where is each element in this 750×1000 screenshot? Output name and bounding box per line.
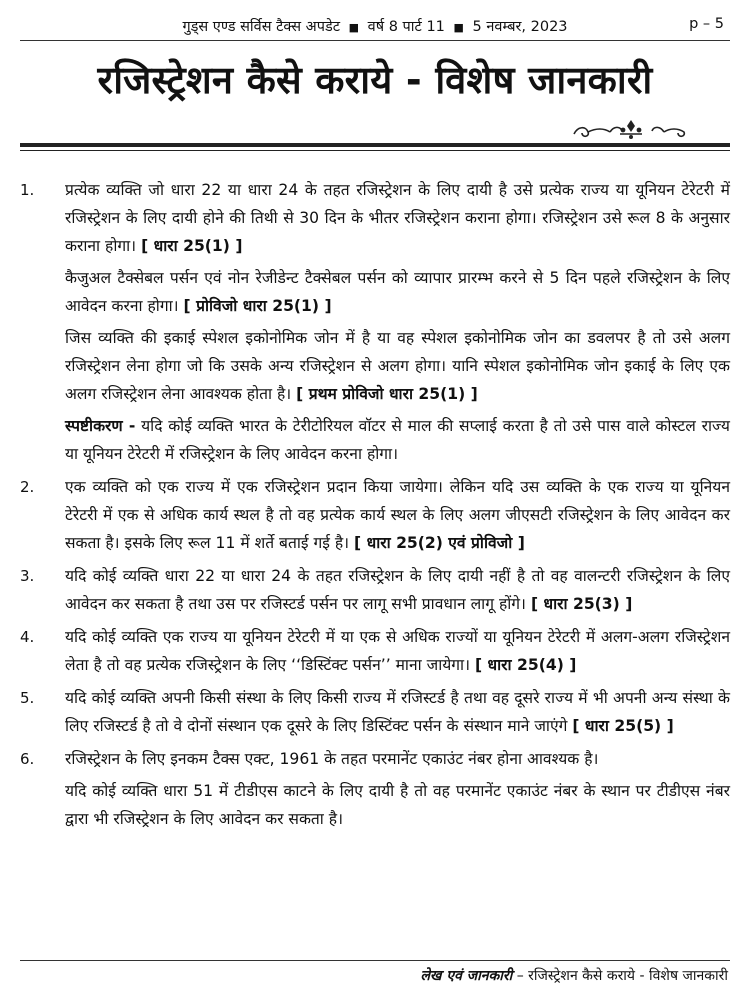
header-divider	[20, 40, 730, 41]
paragraph-text: यदि कोई व्यक्ति धारा 22 या धारा 24 के तहत रजिस्ट्रेशन के लिए दायी नहीं है तो वह वालन्टरी रजिस्ट्रेशन के लिए आवेदन कर सकता है तथा उस पर रजिस्टर्ड पर्सन पर लागू सभी प्रावधान लागू होंगे।	[65, 567, 730, 613]
item-paragraph	[65, 176, 730, 260]
paragraph-text: जिस व्यक्ति की इकाई स्पेशल इकोनोमिक जोन में है या वह स्पेशल इकोनोमिक जोन का डवलपर है तो उसे अलग रजिस्ट्रेशन लेना होगा जो कि उसके अन्य रजिस्ट्रेशन से अलग होगा। यानि स्पेशल इकोनोमिक जोन इकाई के लिए एक अलग रजिस्ट्रेशन लेना आवश्यक होता है।	[65, 329, 730, 403]
paragraph-text: प्रत्येक व्यक्ति जो धारा 22 या धारा 24 के तहत रजिस्ट्रेशन के लिए दायी है उसे प्रत्येक राज्य या यूनियन टेरेटरी में रजिस्ट्रेशन के लिए दायी होने की तिथी से 30 दिन के भीतर रजिस्ट्रेशन कराना होगा। रजिस्ट्रेशन उसे रूल 8 के अनुसार कराना होगा।	[65, 181, 730, 255]
page-number: p – 5	[689, 16, 724, 32]
item-number: 3.	[20, 567, 35, 585]
item-paragraph	[65, 412, 730, 468]
section-reference: [ धारा 25(3) ]	[530, 595, 633, 613]
paragraph-text: रजिस्ट्रेशन के लिए इनकम टैक्स एक्ट, 1961 के तहत परमानेंट एकाउंट नंबर होना आवश्यक है।	[65, 750, 599, 768]
item-paragraph	[65, 264, 730, 320]
paragraph-text: यदि कोई व्यक्ति एक राज्य या यूनियन टेरेटरी में या एक से अधिक राज्यों या यूनियन टेरेटरी में अलग-अलग रजिस्ट्रेशन लेता है तो वह प्रत्येक रजिस्ट्रेशन के लिए ‘‘डिस्टिंक्ट पर्सन’’ माना जायेगा।	[65, 628, 730, 674]
paragraph-text: यदि कोई व्यक्ति अपनी किसी संस्था के लिए किसी राज्य में रजिस्टर्ड है तथा वह दूसरे राज्य में भी अपनी अन्य संस्था के लिए रजिस्टर्ड है तो वे दोनों संस्थान एक दूसरे के लिए डिस्टिंक्ट पर्सन के संस्थान माने जाएंगे	[65, 689, 730, 735]
paragraph-text: यदि कोई व्यक्ति भारत के टेरीटोरियल वॉटर से माल की सप्लाई करता है तो उसे पास वाले कोस्टल राज्य या यूनियन टेरेटरी में रजिस्ट्रेशन के लिए आवेदन करना होगा।	[65, 417, 730, 463]
section-reference: [ धारा 25(1) ]	[141, 237, 243, 255]
article-title: रजिस्ट्रेशन कैसे कराये - विशेष जानकारी	[97, 58, 653, 102]
paragraph-text: कैजुअल टैक्सेबल पर्सन एवं नोन रेजीडेन्ट टैक्सेबल पर्सन को व्यापार प्रारम्भ करने से 5 दिन पहले रजिस्ट्रेशन के लिए आवेदन करना होगा।	[65, 269, 730, 315]
section-reference: [ प्रथम प्रोविजो धारा 25(1) ]	[296, 385, 478, 403]
footer-divider	[20, 960, 730, 961]
volume-part: वर्ष 8 पार्ट 11	[367, 19, 445, 35]
section-reference: [ धारा 25(5) ]	[572, 717, 674, 735]
item-paragraph	[65, 623, 730, 679]
list-item	[20, 745, 730, 833]
list-item	[20, 176, 730, 468]
section-reference: [ प्रोविजो धारा 25(1) ]	[183, 297, 332, 315]
item-paragraph	[65, 684, 730, 740]
publication-name: गुड्स एण्ड सर्विस टैक्स अपडेट	[182, 19, 341, 35]
article-body	[20, 176, 730, 838]
title-divider-thin	[20, 150, 730, 151]
square-bullet-icon: ■	[348, 21, 360, 34]
list-item	[20, 473, 730, 557]
title-divider-thick	[20, 143, 730, 147]
paragraph-text: एक व्यक्ति को एक राज्य में एक रजिस्ट्रेशन प्रदान किया जायेगा। लेकिन यदि उस व्यक्ति के एक राज्य या यूनियन टेरेटरी में एक से अधिक कार्य स्थल है तो वह प्रत्येक कार्य स्थल के लिए अलग जीएसटी रजिस्ट्रेशन के लिए आवेदन कर सकता है। इसके लिए रूल 11 में शर्ते बताई गई है।	[65, 478, 730, 552]
item-paragraph	[65, 777, 730, 833]
footer-text: – रजिस्ट्रेशन कैसे कराये - विशेष जानकारी	[516, 968, 728, 984]
item-number: 4.	[20, 628, 35, 646]
explanation-label: स्पष्टीकरण -	[65, 417, 136, 435]
header-meta	[20, 16, 730, 36]
item-paragraph	[65, 473, 730, 557]
ornament-flourish-icon	[570, 118, 692, 142]
page-header	[20, 14, 730, 38]
list-item	[20, 562, 730, 618]
item-number: 5.	[20, 689, 35, 707]
item-number: 6.	[20, 750, 35, 768]
issue-date: 5 नवम्बर, 2023	[472, 19, 568, 35]
item-paragraph	[65, 562, 730, 618]
paragraph-text: यदि कोई व्यक्ति धारा 51 में टीडीएस काटने के लिए दायी है तो वह परमानेंट एकाउंट नंबर के स्थान पर टीडीएस नंबर द्वारा भी रजिस्ट्रेशन के लिए आवेदन कर सकता है।	[65, 782, 730, 828]
item-paragraph	[65, 324, 730, 408]
section-reference: [ धारा 25(4) ]	[474, 656, 577, 674]
square-bullet-icon: ■	[453, 21, 464, 34]
page-footer	[421, 966, 728, 985]
footer-label: लेख एवं जानकारी	[420, 968, 513, 984]
list-item	[20, 623, 730, 679]
list-item	[20, 684, 730, 740]
item-number: 1.	[20, 181, 35, 199]
section-reference: [ धारा 25(2) एवं प्रोविजो ]	[354, 534, 525, 552]
item-paragraph	[65, 745, 730, 773]
item-number: 2.	[20, 478, 35, 496]
